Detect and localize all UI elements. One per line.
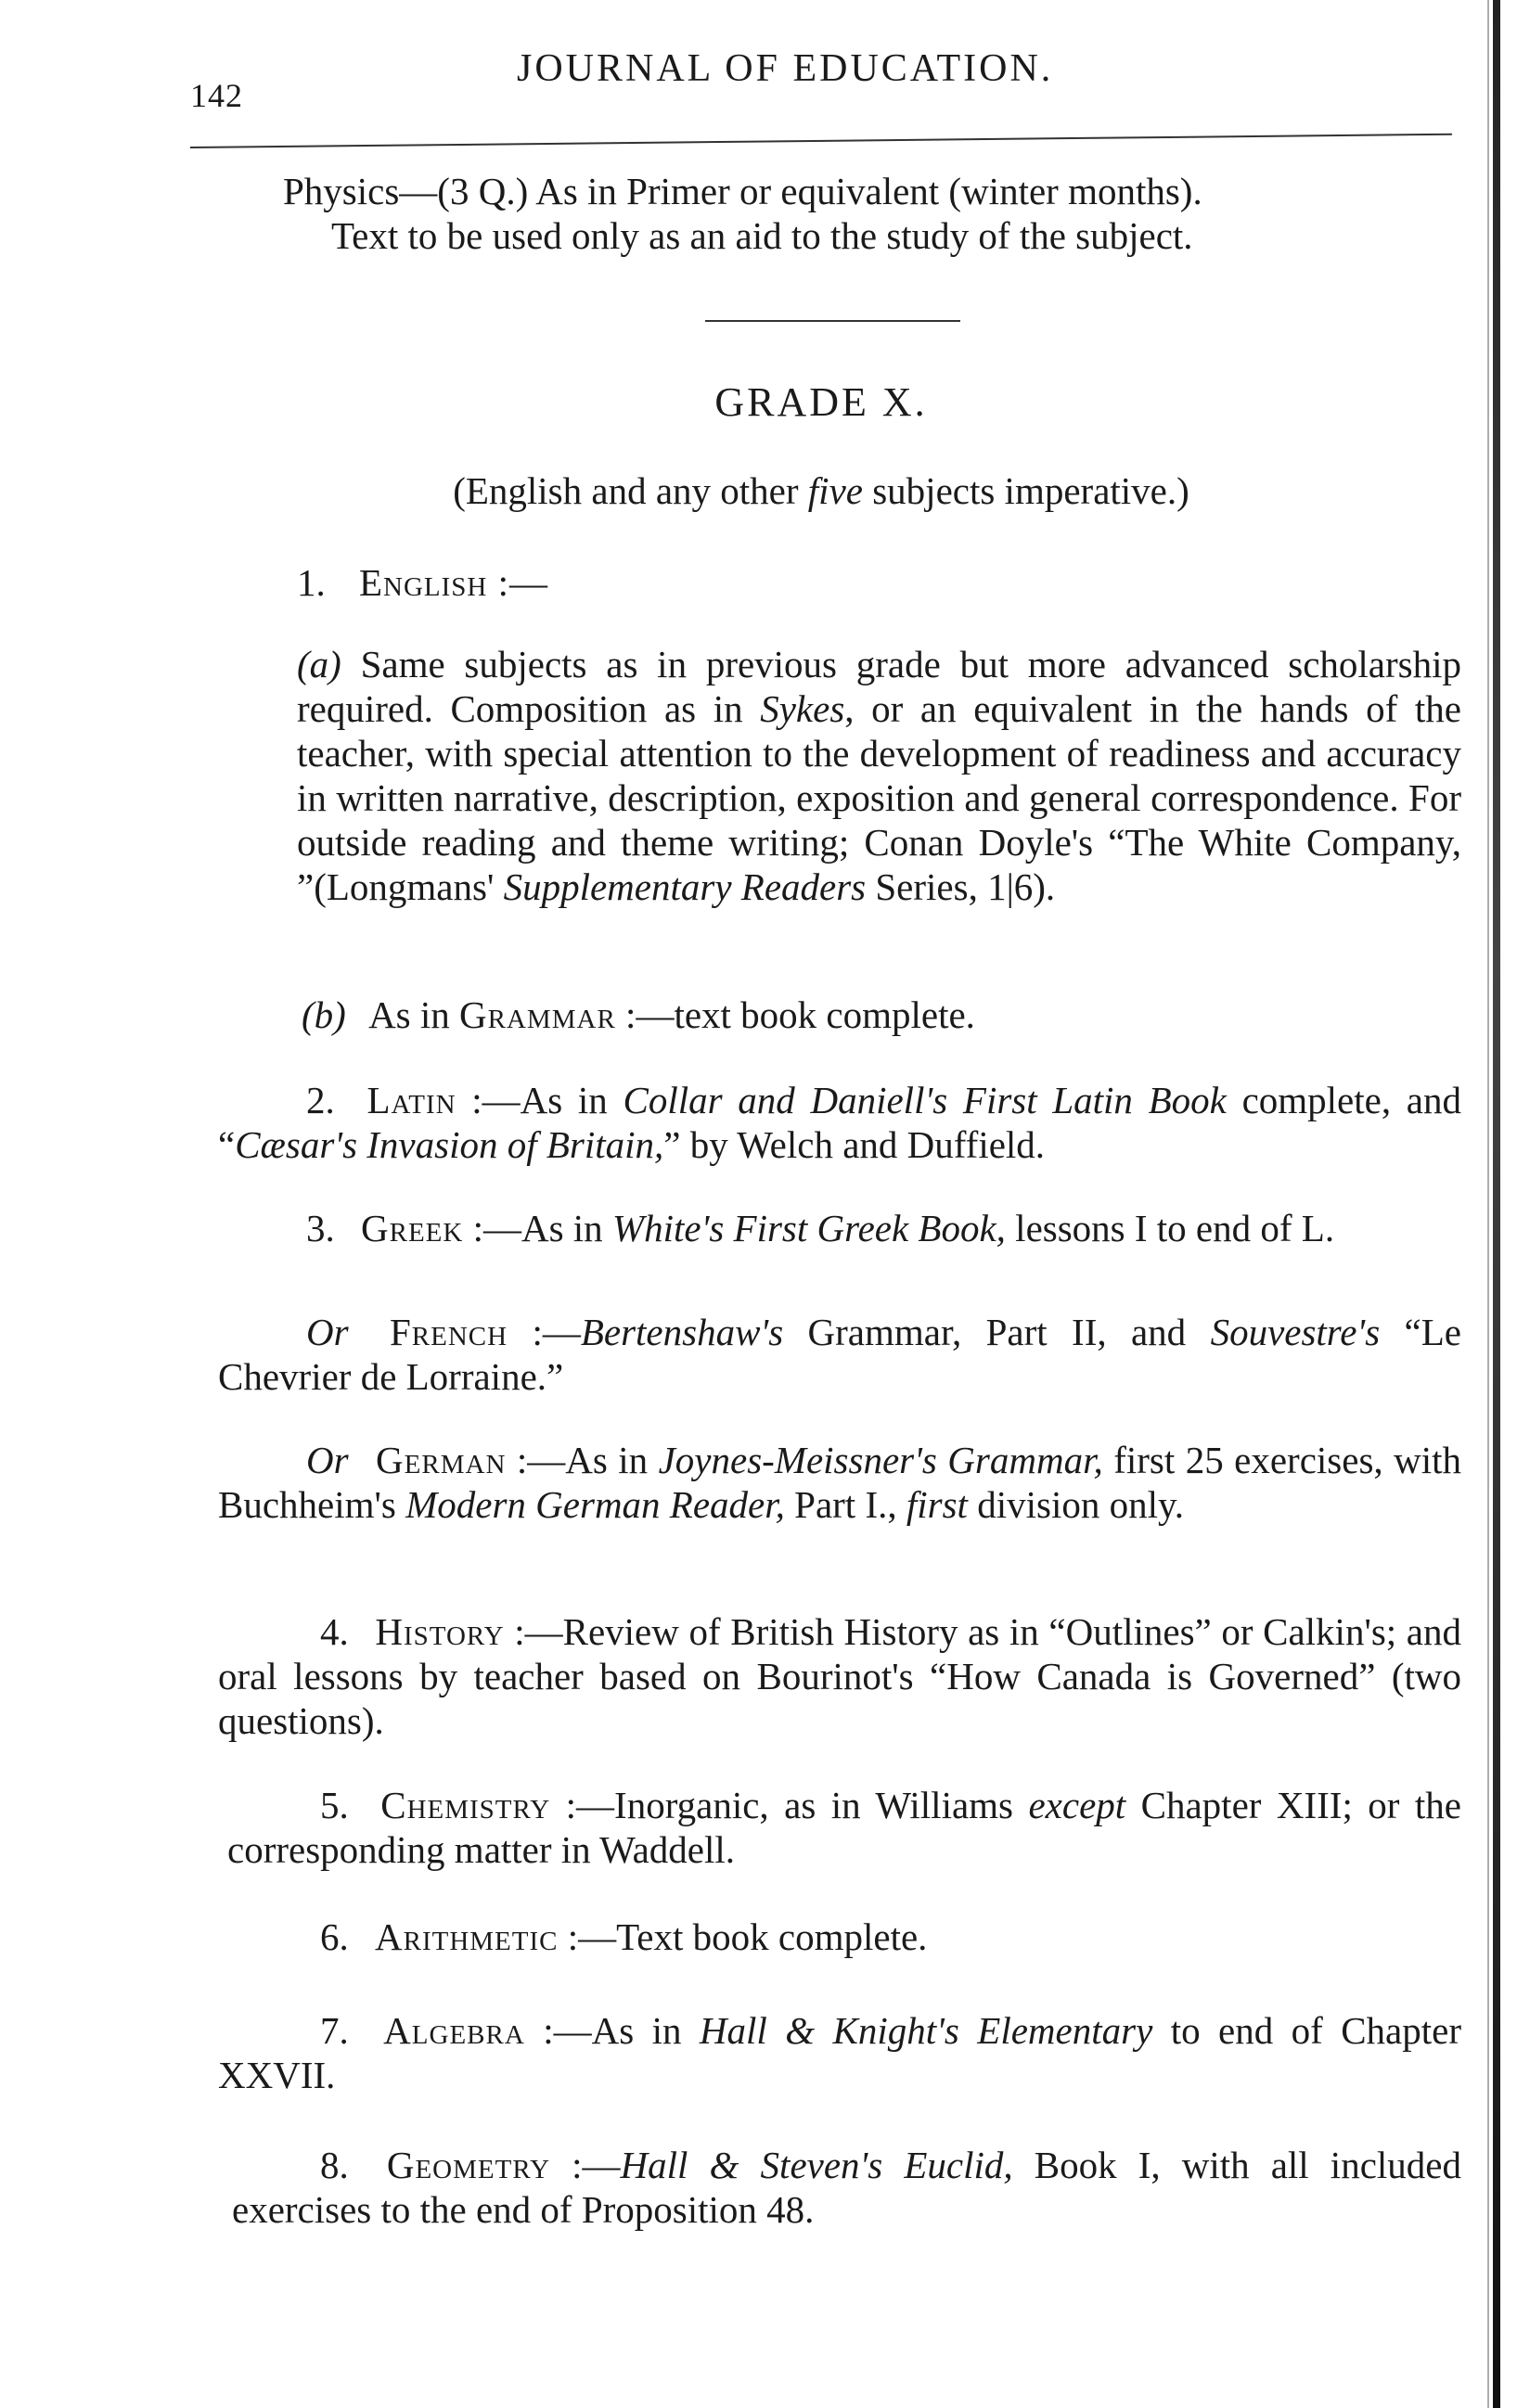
latin-book: Collar and Daniell's First Latin Book: [623, 1079, 1227, 1121]
geometry-pre: :—: [550, 2144, 621, 2186]
geometry-number: 8.: [320, 2144, 349, 2186]
german-or: Or: [306, 1439, 349, 1481]
chemistry-post: Chapter XIII; or the corresponding matter in Waddell.: [227, 1784, 1462, 1871]
french-post: “Le Chevrier de Lorraine.”: [218, 1311, 1461, 1398]
german-heading: German: [376, 1439, 507, 1481]
grade-note-pre: (English and any other: [453, 469, 808, 512]
arithmetic-text: :—Text book complete.: [558, 1915, 928, 1958]
chemistry-paragraph: [227, 1783, 1461, 1872]
page-number: 142: [190, 77, 243, 114]
section-separator: [705, 320, 960, 322]
latin-number: 2.: [306, 1079, 335, 1121]
history-text: :—Review of British History as in “Outlines” or Calkin's; and oral lessons by teacher based on Bourinot's “How Canada is Governed” (two questions).: [218, 1610, 1462, 1742]
chemistry-heading: Chemistry: [380, 1784, 551, 1826]
history-paragraph: [218, 1609, 1461, 1743]
english-b-pre: As in: [368, 993, 460, 1036]
german-mid2: Part I.,: [784, 1483, 906, 1526]
english-a-text: Same subjects as in previous grade but more advanced scholarship required. Composition as in: [297, 643, 1462, 730]
history-heading: History: [375, 1610, 505, 1653]
grade-note: [190, 468, 1452, 513]
scan-binding-edge-shadow: [1487, 0, 1489, 2408]
french-author: Bertenshaw's: [580, 1311, 784, 1353]
latin-heading: Latin: [366, 1079, 456, 1121]
algebra-book: Hall & Knight's Elementary: [699, 2009, 1153, 2052]
greek-book: White's First Greek Book,: [611, 1207, 1006, 1249]
algebra-heading: Algebra: [383, 2009, 525, 2052]
english-b-paragraph: [302, 993, 1461, 1037]
english-a-paragraph: [297, 642, 1461, 909]
latin-mid: complete, and “: [218, 1079, 1461, 1166]
history-number: 4.: [320, 1610, 349, 1653]
algebra-paragraph: [218, 2008, 1461, 2097]
english-b-label: (b): [302, 993, 346, 1036]
physics-line-1: Physics—(3 Q.) As in Primer or equivalent (winter months).: [283, 170, 1202, 212]
grade-note-emphasis: five: [807, 469, 863, 512]
physics-paragraph: [283, 169, 1461, 258]
french-author2: Souvestre's: [1210, 1311, 1381, 1353]
geometry-book: Hall & Steven's Euclid,: [620, 2144, 1013, 2186]
german-book2: Modern German Reader,: [405, 1483, 785, 1526]
german-pre: :—As in: [506, 1439, 659, 1481]
grade-title: GRADE X.: [714, 379, 928, 425]
french-mid: Grammar, Part II, and: [783, 1311, 1211, 1353]
header-rule: [190, 134, 1452, 148]
grade-note-post: subjects imperative.): [862, 469, 1189, 512]
greek-paragraph: [218, 1206, 1461, 1250]
arithmetic-paragraph: [320, 1915, 1461, 1959]
german-first: first: [906, 1483, 968, 1526]
physics-line-2: Text to be used only as an aid to the study of the subject.: [331, 214, 1193, 257]
french-heading: French: [389, 1311, 508, 1353]
greek-heading: Greek: [361, 1207, 464, 1249]
greek-post: lessons I to end of L.: [1005, 1207, 1335, 1249]
english-b-grammar: Grammar: [459, 993, 616, 1036]
algebra-pre: :—As in: [524, 2009, 700, 2052]
german-post: division only.: [967, 1483, 1185, 1526]
scan-binding-edge: [1493, 0, 1500, 2408]
french-or: Or: [306, 1311, 349, 1353]
page-header: [190, 37, 1452, 114]
french-paragraph: [218, 1310, 1461, 1399]
english-a-text3: Series, 1|6).: [866, 865, 1056, 908]
english-a-text2: , or an equivalent in the hands of the teacher, with special attention to the development of readiness and accuracy in written narrative, description, exposition and general correspondence. For outside reading and theme writing; Conan Doyle's “The White Company, ”(Longmans': [297, 687, 1461, 908]
english-b-post: :—text book complete.: [615, 993, 975, 1036]
french-pre: :—: [508, 1311, 581, 1353]
german-paragraph: [218, 1438, 1461, 1527]
latin-post: ” by Welch and Duffield.: [663, 1123, 1046, 1166]
latin-book2: Cæsar's Invasion of Britain,: [235, 1123, 664, 1166]
algebra-post: to end of Chapter XXVII.: [218, 2009, 1461, 2096]
chemistry-pre: :—Inorganic, as in Williams: [550, 1784, 1029, 1826]
geometry-heading: Geometry: [386, 2144, 551, 2186]
german-mid: first 25 exercises, with Buchheim's: [218, 1439, 1462, 1526]
geometry-post: Book I, with all included exercises to the end of Proposition 48.: [232, 2144, 1461, 2231]
chemistry-except: except: [1028, 1784, 1126, 1826]
greek-number: 3.: [306, 1207, 335, 1249]
arithmetic-heading: Arithmetic: [375, 1915, 559, 1958]
geometry-paragraph: [232, 2143, 1461, 2232]
latin-pre: :—As in: [456, 1079, 624, 1121]
algebra-number: 7.: [320, 2009, 349, 2052]
chemistry-number: 5.: [320, 1784, 349, 1826]
english-a-sykes: Sykes: [760, 687, 845, 730]
english-a-label: (a): [297, 643, 341, 685]
english-heading: [297, 560, 1410, 605]
arithmetic-number: 6.: [320, 1915, 349, 1958]
english-number: 1.: [297, 561, 326, 604]
english-title: English :—: [359, 561, 549, 604]
german-book: Joynes-Meissner's Grammar,: [658, 1439, 1103, 1481]
greek-pre: :—As in: [463, 1207, 612, 1249]
latin-paragraph: [218, 1078, 1461, 1167]
english-a-series: Supplementary Readers: [503, 865, 867, 908]
running-title: JOURNAL OF EDUCATION.: [517, 47, 1054, 90]
